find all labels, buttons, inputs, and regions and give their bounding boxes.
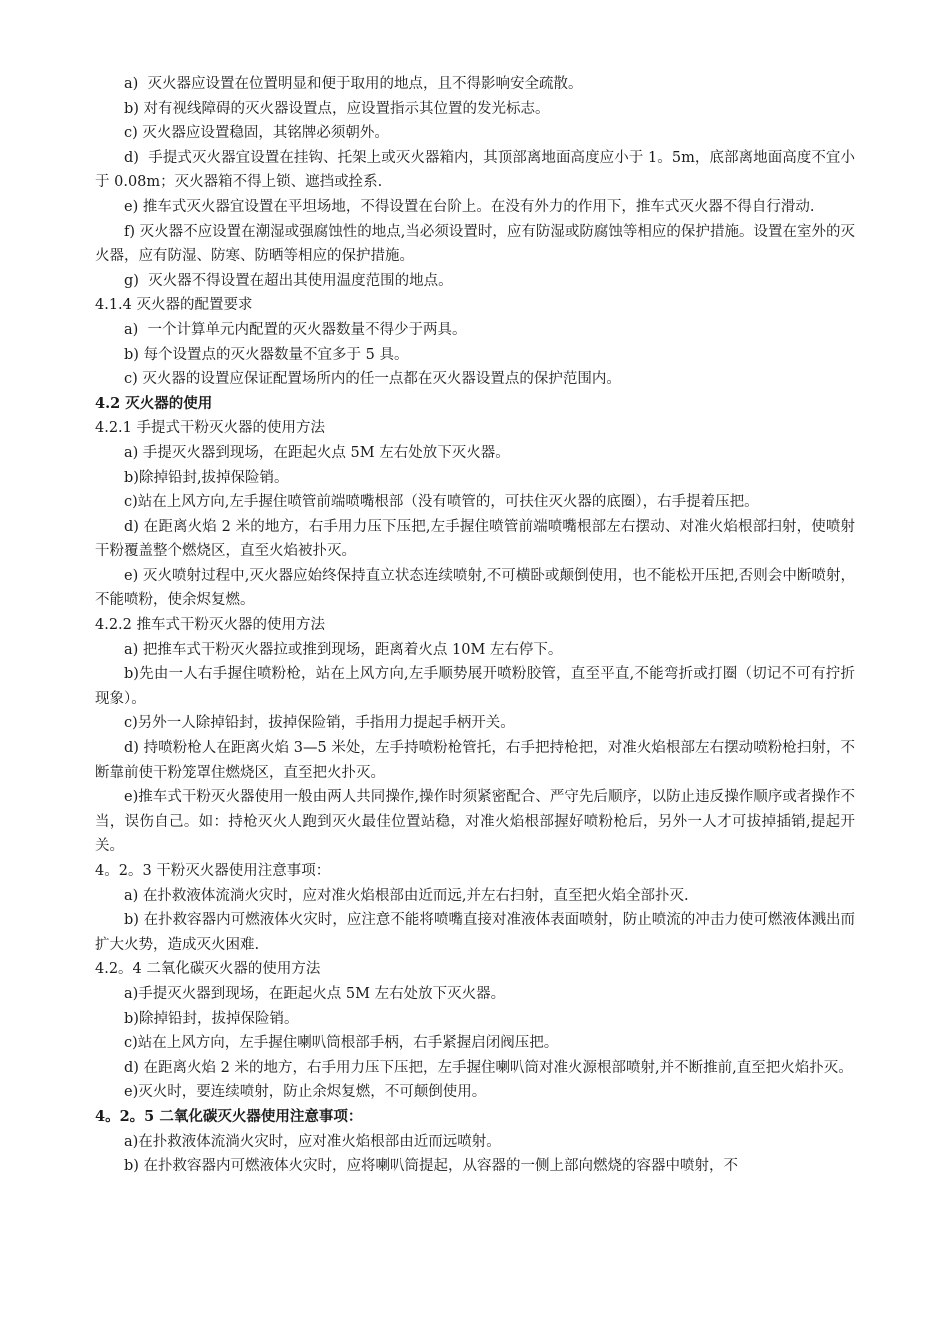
- paragraph: e) 推车式灭火器宜设置在平坦场地，不得设置在台阶上。在没有外力的作用下，推车式灭火器不得自行滑动.: [124, 198, 815, 215]
- paragraph: b)除掉铅封，拔掉保险销。: [124, 1010, 299, 1027]
- paragraph: d) 在距离火焰 2 米的地方，右手用力压下压把,左手握住喷管前端喷嘴根部左右摆动、对准火焰根部扫射，使喷射干粉覆盖整个燃烧区，直至火焰被扑灭。: [95, 518, 855, 560]
- paragraph: b)先由一人右手握住喷粉枪，站在上风方向,左手顺势展开喷粉胶管，直至平直,不能弯折或打圈（切记不可有拧折现象）。: [95, 666, 855, 707]
- paragraph: d) 手提式灭火器宜设置在挂钩、托架上或灭火器箱内，其顶部离地面高度应小于 1。5m，底部离地面高度不宜小于 0.08m；灭火器箱不得上锁、遮挡或拴系.: [95, 149, 855, 191]
- paragraph: e)灭火时，要连续喷射，防止余烬复燃，不可颠倒使用。: [124, 1084, 487, 1101]
- subsection-heading: 4。2。3 干粉灭火器使用注意事项：: [95, 863, 331, 879]
- section-heading: 4。2。5 二氧化碳灭火器使用注意事项：: [95, 1107, 363, 1125]
- paragraph: a) 灭火器应设置在位置明显和便于取用的地点，且不得影响安全疏散。: [124, 76, 583, 92]
- paragraph: a)在扑救液体流淌火灾时，应对准火焰根部由近而远喷射。: [124, 1133, 501, 1150]
- paragraph: a) 在扑救液体流淌火灾时，应对准火焰根部由近而远,并左右扫射，直至把火焰全部扑灭.: [124, 887, 689, 904]
- subsection-heading: 4.1.4 灭火器的配置要求: [95, 297, 253, 314]
- paragraph: b) 在扑救容器内可燃液体火灾时，应将喇叭筒提起，从容器的一侧上部向燃烧的容器中喷射，不: [124, 1158, 739, 1175]
- paragraph: d) 持喷粉枪人在距离火焰 3—5 米处，左手持喷粉枪管托，右手把持枪把，对准火焰根部左右摆动喷粉枪扫射，不断靠前使干粉笼罩住燃烧区，直至把火扑灭。: [95, 740, 855, 781]
- paragraph: a) 一个计算单元内配置的灭火器数量不得少于两具。: [124, 321, 467, 338]
- subsection-heading: 4.2。4 二氧化碳灭火器的使用方法: [95, 961, 321, 978]
- subsection-heading: 4.2.1 手提式干粉灭火器的使用方法: [95, 420, 326, 437]
- paragraph: b) 每个设置点的灭火器数量不宜多于 5 具。: [124, 346, 409, 363]
- paragraph: b)除掉铅封,拔掉保险销。: [124, 469, 289, 486]
- paragraph: a) 把推车式干粉灭火器拉或推到现场，距离着火点 10M 左右停下。: [124, 641, 563, 658]
- paragraph: c) 灭火器的设置应保证配置场所内的任一点都在灭火器设置点的保护范围内。: [124, 371, 621, 388]
- paragraph: b) 在扑救容器内可燃液体火灾时，应注意不能将喷嘴直接对准液体表面喷射，防止喷流的冲击力使可燃液体溅出而扩大火势，造成灭火困难.: [95, 912, 855, 953]
- paragraph: b) 对有视线障碍的灭火器设置点，应设置指示其位置的发光标志。: [124, 100, 550, 117]
- paragraph: c)另外一人除掉铅封，拔掉保险销，手指用力提起手柄开关。: [124, 715, 515, 732]
- paragraph: e) 灭火喷射过程中,灭火器应始终保持直立状态连续喷射,不可横卧或颠倒使用，也不能松开压把,否则会中断喷射，不能喷粉，使余烬复燃。: [95, 567, 855, 609]
- paragraph: c)站在上风方向，左手握住喇叭筒根部手柄，右手紧握启闭阀压把。: [124, 1035, 559, 1052]
- paragraph: e)推车式干粉灭火器使用一般由两人共同操作,操作时须紧密配合、严守先后顺序，以防止违反操作顺序或者操作不当，误伤自己。如：持枪灭火人跑到灭火最佳位置站稳，对准火焰根部握好喷粉枪后，另外一人才可拔掉插销,提起开关。: [95, 789, 855, 855]
- subsection-heading: 4.2.2 推车式干粉灭火器的使用方法: [95, 617, 326, 634]
- paragraph: d) 在距离火焰 2 米的地方，右手用力压下压把，左手握住喇叭筒对准火源根部喷射,并不断推前,直至把火焰扑灭。: [124, 1059, 853, 1076]
- paragraph: c) 灭火器应设置稳固，其铭牌必须朝外。: [124, 125, 389, 142]
- paragraph: g) 灭火器不得设置在超出其使用温度范围的地点。: [124, 272, 453, 289]
- paragraph: a) 手提灭火器到现场，在距起火点 5M 左右处放下灭火器。: [124, 444, 510, 461]
- section-heading: 4.2 灭火器的使用: [95, 394, 213, 412]
- paragraph: a)手提灭火器到现场，在距起火点 5M 左右处放下灭火器。: [124, 985, 506, 1002]
- paragraph: f) 灭火器不应设置在潮湿或强腐蚀性的地点,当必须设置时，应有防湿或防腐蚀等相应的保护措施。设置在室外的灭火器，应有防湿、防寒、防晒等相应的保护措施。: [95, 223, 855, 265]
- paragraph: c)站在上风方向,左手握住喷管前端喷嘴根部（没有喷管的，可扶住灭火器的底圈），右手提着压把。: [124, 494, 759, 511]
